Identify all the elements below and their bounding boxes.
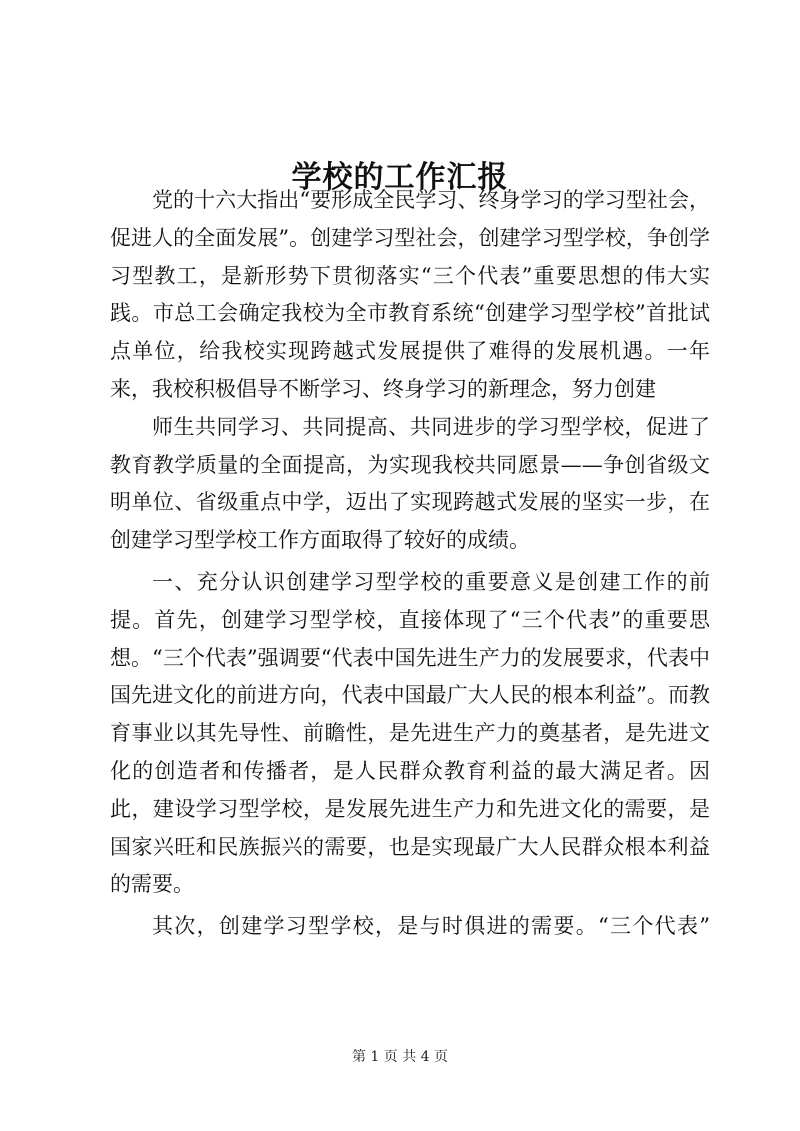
paragraph-second-point: 其次，创建学习型学校，是与时俱进的需要。“三个代表” bbox=[152, 914, 710, 939]
document-title: 学校的工作汇报 bbox=[291, 160, 509, 196]
document-body bbox=[110, 182, 710, 946]
paragraph-intro: 党的十六大指出“要形成全民学习、终身学习的学习型社会，促进人的全面发展”。创建学习型社会，创建学习型学校，争创学习型教工，是新形势下贯彻落实“三个代表”重要思想的伟大实践。市总工会确定我校为全市教育系统“创建学习型学校”首批试点单位，给我校实现跨越式发展提供了难得的发展机遇。一年来，我校积极倡导不断学习、终身学习的新理念，努力创建 bbox=[110, 188, 710, 401]
paragraph-achievements: 师生共同学习、共同提高、共同进步的学习型学校，促进了教育教学质量的全面提高，为实现我校共同愿景——争创省级文明单位、省级重点中学，迈出了实现跨越式发展的坚实一步，在创建学习型学校工作方面取得了较好的成绩。 bbox=[110, 414, 710, 553]
page-footer: 第 1 页 共 4 页 bbox=[351, 1049, 449, 1065]
paragraph-section-one: 一、充分认识创建学习型学校的重要意义是创建工作的前提。首先，创建学习型学校，直接体现了“三个代表”的重要思想。“三个代表”强调要“代表中国先进生产力的发展要求，代表中国先进文化的前进方向，代表中国最广大人民的根本利益”。而教育事业以其先导性、前瞻性，是先进生产力的奠基者，是先进文化的创造者和传播者，是人民群众教育利益的最大满足者。因此，建设学习型学校，是发展先进生产力和先进文化的需要，是国家兴旺和民族振兴的需要，也是实现最广大人民群众根本利益的需要。 bbox=[110, 569, 710, 897]
